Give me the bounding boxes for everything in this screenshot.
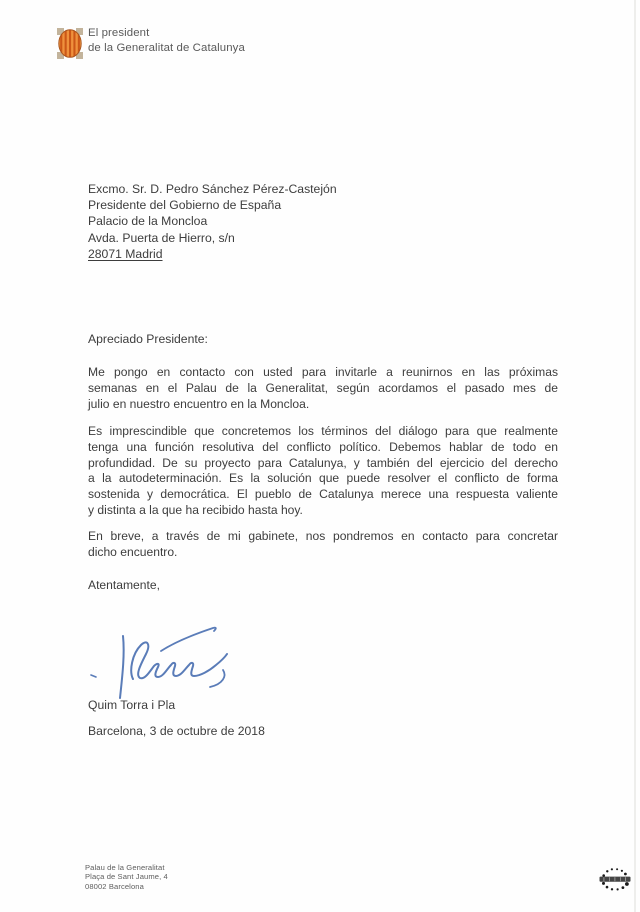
handwritten-signature-icon — [85, 613, 265, 708]
footer-address-line: 08002 Barcelona — [85, 881, 144, 891]
footer-address-block — [85, 863, 168, 891]
letterhead-line2: de la Generalitat de Catalunya — [88, 42, 245, 54]
paragraph-2 — [88, 424, 558, 519]
paragraph-line: sostenida y democrática. El pueblo de Catalunya merece una respuesta valiente — [88, 487, 558, 502]
place-and-date: Barcelona, 3 de octubre de 2018 — [88, 724, 265, 738]
paragraph-line: julio en nuestro encuentro en la Moncloa. — [88, 396, 310, 411]
paragraph-3 — [88, 529, 558, 561]
recipient-address-line: Excmo. Sr. D. Pedro Sánchez Pérez-Castejón — [88, 182, 337, 196]
paragraph-line: Es imprescindible que concretemos los términos del diálogo para que realmente — [88, 424, 558, 438]
recipient-address-line: 28071 Madrid — [88, 246, 163, 261]
salutation: Apreciado Presidente: — [88, 332, 208, 346]
generalitat-coat-of-arms-icon — [57, 28, 83, 59]
closing-formula: Atentamente, — [88, 578, 160, 592]
recipient-address-line: Presidente del Gobierno de España — [88, 198, 282, 213]
scan-page-edge — [634, 0, 636, 912]
signer-name: Quim Torra i Pla — [88, 698, 176, 712]
press-agency-stamp-icon — [598, 863, 632, 897]
paragraph-line: profundidad. De su proyecto para Catalunya, y también del ejercicio del derecho — [88, 455, 558, 470]
paragraph-line: a la autodeterminación. Es la solución que puede resolver el conflicto de forma — [88, 471, 558, 486]
footer-address-line: Plaça de Sant Jaume, 4 — [85, 872, 168, 882]
recipient-address-block — [88, 181, 337, 262]
letterhead-line1: El president — [88, 27, 150, 39]
recipient-address-line: Avda. Puerta de Hierro, s/n — [88, 230, 235, 245]
paragraph-line: tenga una función resolutiva del conflicto político. Debemos hablar de todo en — [88, 439, 558, 454]
paragraph-line: dicho encuentro. — [88, 544, 178, 559]
footer-address-line: Palau de la Generalitat — [85, 863, 165, 872]
stamp-center-text-band — [600, 877, 631, 882]
recipient-address-line: Palacio de la Moncloa — [88, 214, 208, 229]
paragraph-line: semanas en el Palau de la Generalitat, según acordamos el pasado mes de — [88, 380, 558, 395]
paragraph-line: y distinta a la que ha recibido hasta hoy. — [88, 502, 303, 517]
paragraph-1 — [88, 365, 558, 412]
paragraph-line: Me pongo en contacto con usted para invitarle a reunirnos en las próximas — [88, 365, 558, 379]
letterhead-title — [88, 26, 245, 56]
signature-strokes — [91, 628, 227, 698]
paragraph-line: En breve, a través de mi gabinete, nos pondremos en contacto para concretar — [88, 529, 558, 543]
